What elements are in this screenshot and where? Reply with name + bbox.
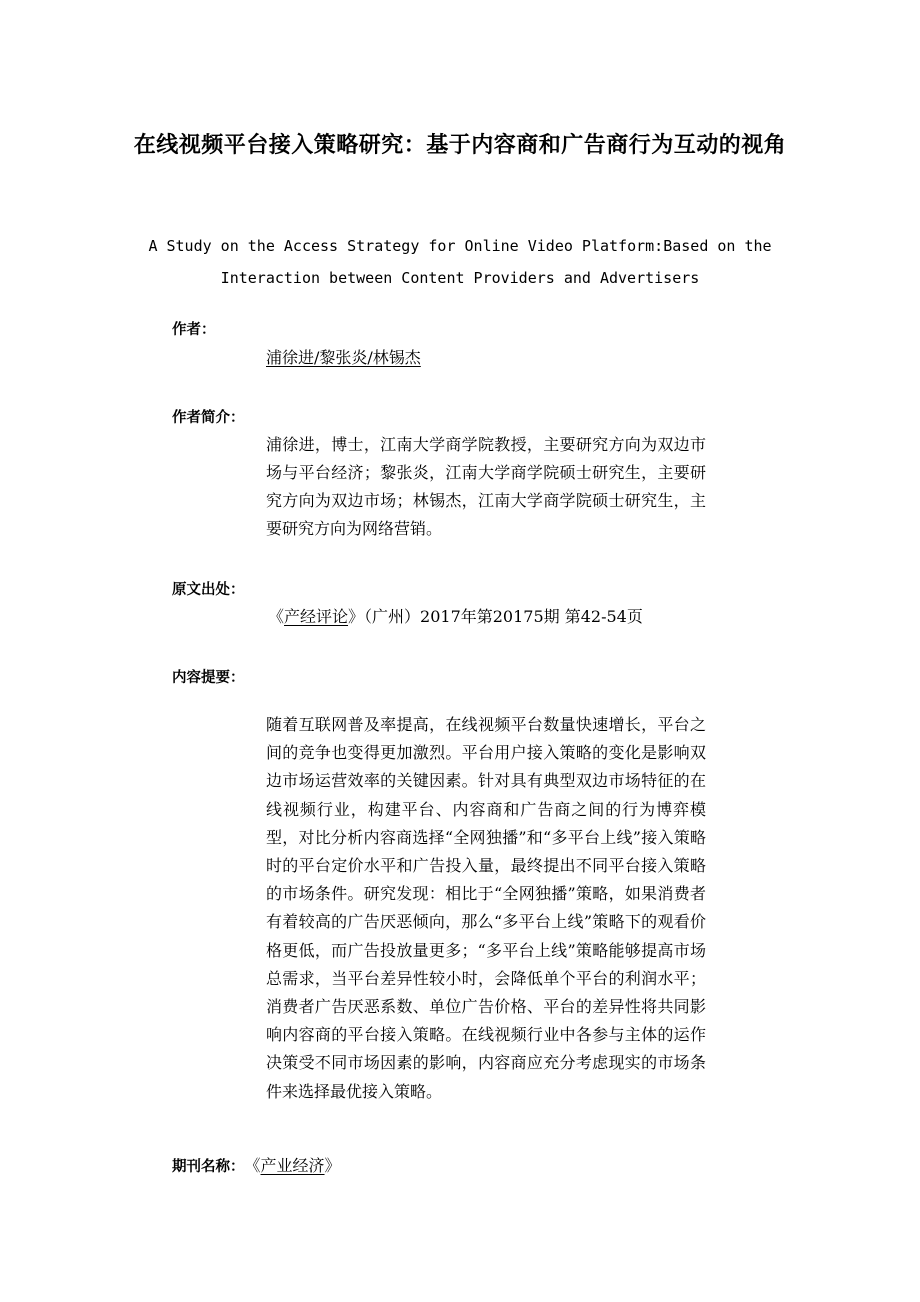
source-value xyxy=(268,603,643,631)
journal-open-bracket: 《 xyxy=(244,1156,261,1175)
abstract-label: 内容提要： xyxy=(172,670,245,686)
bio-label: 作者简介： xyxy=(172,410,245,426)
authors-value[interactable]: 浦徐进/黎张炎/林锡杰 xyxy=(266,348,421,367)
paper-title-english: A Study on the Access Strategy for Online Video Platform:Based on the Interaction between Content Providers and Advertisers xyxy=(148,237,772,287)
journal-label: 期刊名称： xyxy=(172,1159,245,1175)
journal-value xyxy=(245,1152,341,1180)
abstract-text: 随着互联网普及率提高，在线视频平台数量快速增长，平台之间的竞争也变得更加激烈。平台用户接入策略的变化是影响双边市场运营效率的关键因素。针对具有典型双边市场特征的在线视频行业，构建平台、内容商和广告商之间的行为博弈模型，对比分析内容商选择“全网独播”和“多平台上线”接入策略时的平台定价水平和广告投入量，最终提出不同平台接入策略的市场条件。研究发现：相比于“全网独播”策略，如果消费者有着较高的广告厌恶倾向，那么“多平台上线”策略下的观看价格更低，而广告投放量更多；“多平台上线”策略能够提高市场总需求，当平台差异性较小时，会降低单个平台的利润水平；消费者广告厌恶系数、单位广告价格、平台的差异性将共同影响内容商的平台接入策略。在线视频行业中各参与主体的运作决策受不同市场因素的影响，内容商应充分考虑现实的市场条件来选择最优接入策略。 xyxy=(266,715,706,1101)
journal-name-link[interactable]: 产业经济 xyxy=(260,1156,325,1175)
source-details: 》（广州）2017年第20175期 第42-54页 xyxy=(348,607,643,626)
authors-label: 作者： xyxy=(172,322,216,338)
source-journal-link[interactable]: 产经评论 xyxy=(284,607,349,626)
source-open-bracket: 《 xyxy=(268,607,285,626)
journal-close-bracket: 》 xyxy=(324,1156,341,1175)
source-label: 原文出处： xyxy=(172,582,245,598)
paper-title-chinese: 在线视频平台接入策略研究：基于内容商和广告商行为互动的视角 xyxy=(133,133,787,158)
bio-text: 浦徐进，博士，江南大学商学院教授，主要研究方向为双边市场与平台经济；黎张炎，江南大学商学院硕士研究生，主要研究方向为双边市场；林锡杰，江南大学商学院硕士研究生，主要研究方向为网络营销。 xyxy=(266,435,706,538)
journal-row xyxy=(172,1152,341,1180)
